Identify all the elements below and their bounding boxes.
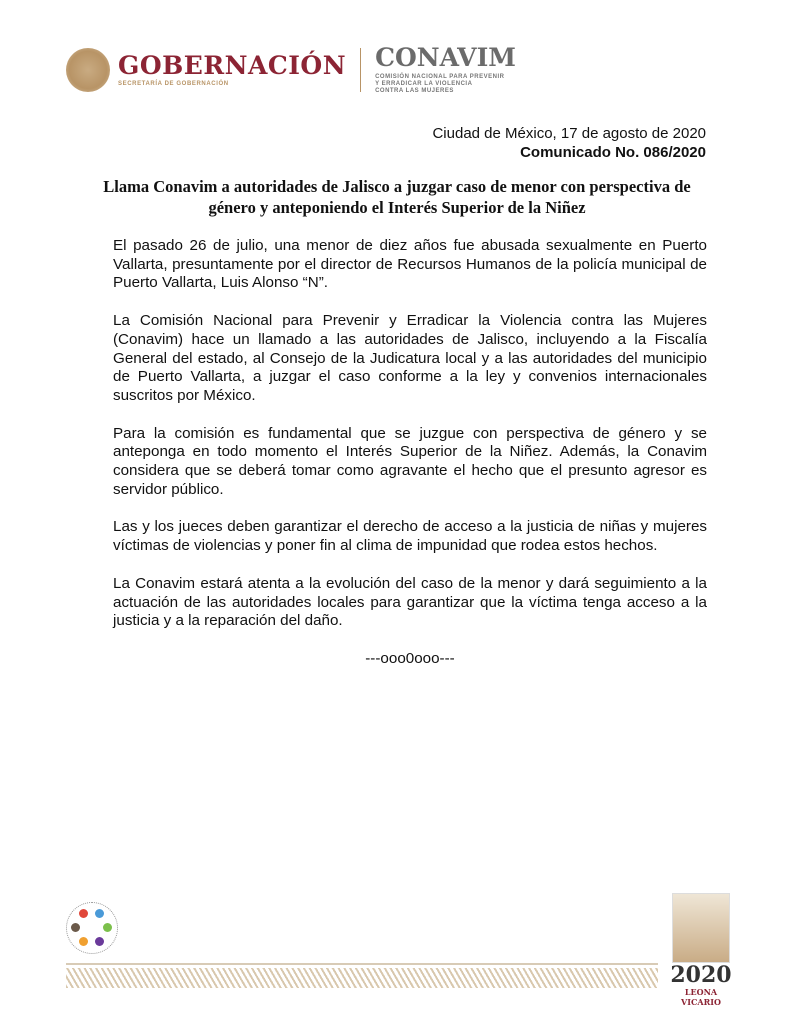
paragraph: La Conavim estará atenta a la evolución del caso de la menor y dará seguimiento a la actuación de las autoridades locales para garantizar que la víctima tenga acceso a la justicia y a la reparación del daño. [113,574,707,630]
footer-pattern [66,968,658,988]
equality-logo-icon [66,902,118,954]
document-body [113,237,707,669]
gobernacion-title: GOBERNACIÓN [118,51,347,80]
paragraph: La Comisión Nacional para Prevenir y Erradicar la Violencia contra las Mujeres (Conavim) hace un llamado a las autoridades de Jalisco, incluyendo a la Fiscalía General del estado, al Consejo de la Judicatura local y a las autoridades del municipio de Puerto Vallarta, a juzgar el caso conforme a la ley y convenios internacionales suscritos por México. [113,312,707,404]
mexico-seal-icon [66,48,110,92]
gobernacion-subtitle: SECRETARÍA DE GOBERNACIÓN [118,81,229,87]
leona-vicario-logo [664,893,738,1007]
conavim-logo [375,45,516,95]
footer-rule [66,963,658,965]
conavim-subtitle-line: COMISIÓN NACIONAL PARA PREVENIR [375,74,505,80]
header-logos [66,44,516,96]
conavim-subtitle-line: CONTRA LAS MUJERES [375,88,454,94]
paragraph: El pasado 26 de julio, una menor de diez años fue abusada sexualmente en Puerto Vallarta, presuntamente por el director de Recursos Humanos de la policía municipal de Puerto Vallarta, Luis Alonso “N”. [113,237,707,292]
portrait-icon [672,893,730,963]
footer-name: LEONA VICARIO [681,987,721,1007]
gobernacion-logo [118,53,346,87]
dateline [432,124,706,162]
document-title: Llama Conavim a autoridades de Jalisco a juzgar caso de menor con perspectiva de género y anteponiendo el Interés Superior de la Niñez [103,177,691,217]
conavim-subtitle [375,74,516,95]
paragraph: Para la comisión es fundamental que se juzgue con perspectiva de género y se anteponga en todo momento el Interés Superior de la Niñez. Además, la Conavim considera que se deberá tomar como agravante el hecho que el presunto agresor es servidor público. [113,424,707,498]
paragraph: Las y los jueces deben garantizar el derecho de acceso a la justicia de niñas y mujeres víctimas de violencias y poner fin al clima de impunidad que rodea estos hechos. [113,518,707,555]
conavim-subtitle-line: Y ERRADICAR LA VIOLENCIA [375,81,473,87]
closing-mark: ---ooo0ooo--- [365,649,455,667]
divider [360,48,361,92]
place-date: Ciudad de México, 17 de agosto de 2020 [432,125,706,142]
conavim-title: CONAVIM [375,43,516,72]
release-number: Comunicado No. 086/2020 [520,144,706,161]
footer-year: 2020 [670,962,732,988]
